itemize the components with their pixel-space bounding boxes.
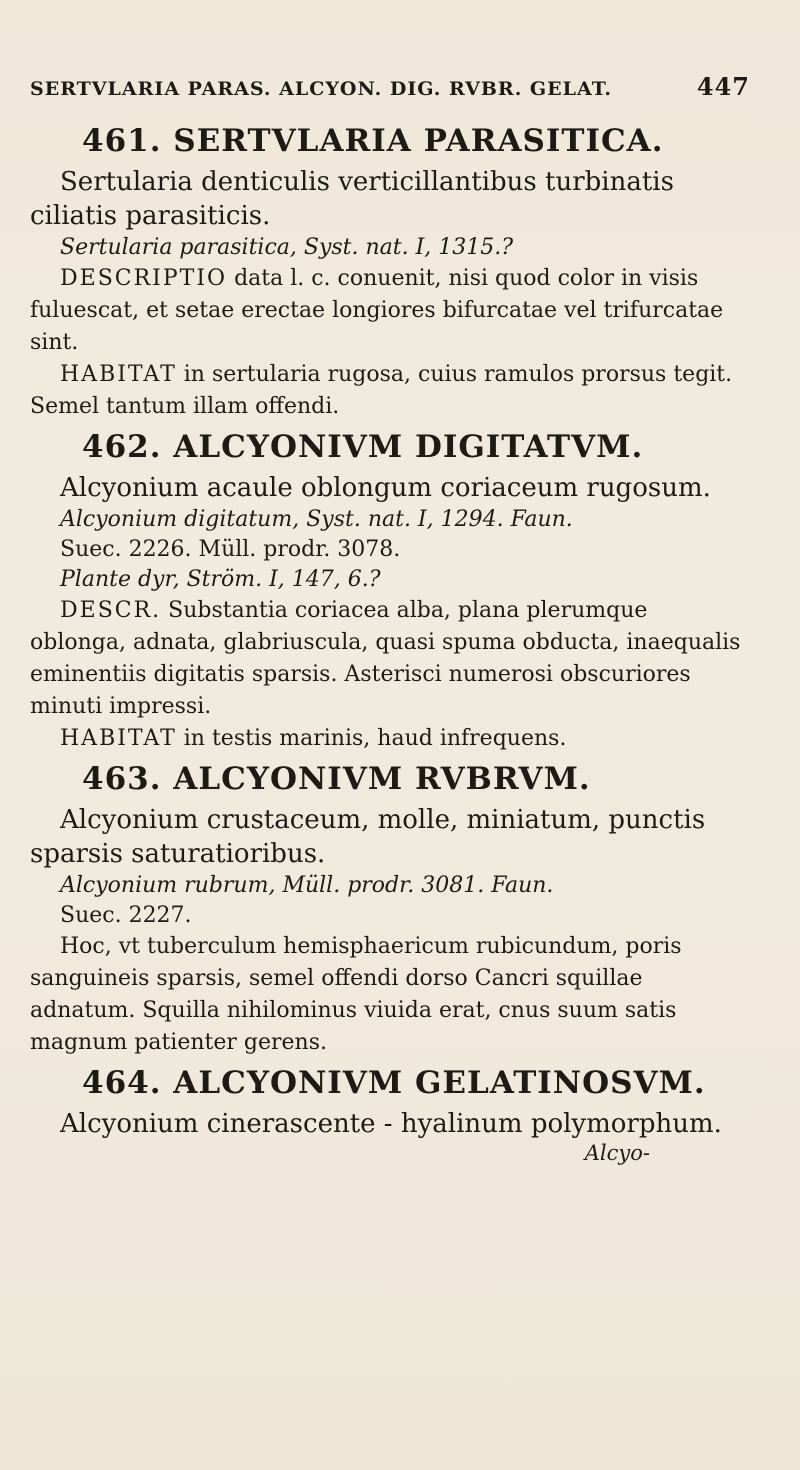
entry-description: Hoc, vt tuberculum hemisphaericum rubicundum, poris sanguineis sparsis, semel offendi dorso Cancri squillae adnatum. Squilla nihilominus viuida erat, cnus suum satis magnum patienter gerens. [30,934,682,1055]
descr-text: Substantia coriacea alba, plana plerumque oblonga, adnata, glabriuscula, quasi spuma obducta, inaequalis eminentiis digitatis sparsis. Asterisci numerosi obscuriores minuti impressi. [30,598,741,719]
running-head [30,72,750,101]
entry-synonym: Suec. 2227. [60,903,192,928]
entry-462 [30,429,750,755]
entry-461 [30,123,750,423]
entry-synonym: Sertularia parasitica, Syst. nat. I, 1315.? [60,235,514,260]
entry-463 [30,761,750,1059]
entry-464 [30,1065,750,1141]
entry-diagnosis: Sertularia denticulis verticillantibus turbinatis ciliatis parasiticis. [30,167,674,231]
entry-title: 461. SERTVLARIA PARASITICA. [82,123,664,159]
descr-text: data l. c. conuenit, nisi quod color in visis fuluescat, et setae erectae longiores bifurcatae vel trifurcatae sint. [30,266,724,355]
descr-label: DESCRIPTIO [60,266,228,291]
descr-label: DESCR. [60,598,162,623]
page-number: 447 [696,72,750,101]
entry-diagnosis: Alcyonium acaule oblongum coriaceum rugosum. [60,473,711,503]
entry-habitat [30,723,750,755]
entry-description [30,595,750,723]
hab-label: HABITAT [60,726,177,751]
entry-habitat [30,359,750,423]
entry-title: 464. ALCYONIVM GELATINOSVM. [82,1065,706,1101]
hab-label: HABITAT [60,362,177,387]
entry-title: 463. ALCYONIVM RVBRVM. [82,761,591,797]
entry-diagnosis: Alcyonium cinerascente - hyalinum polymorphum. [60,1109,722,1139]
catchword: Alcyo- [584,1141,650,1165]
entry-description [30,263,750,359]
entry-synonym: Suec. 2226. Müll. prodr. 3078. [60,537,401,562]
entry-title: 462. ALCYONIVM DIGITATVM. [82,429,644,465]
entry-synonym: Plante dyr, Ström. I, 147, 6.? [60,567,381,592]
entry-synonym: Alcyonium digitatum, Syst. nat. I, 1294. Faun. [60,507,573,532]
running-title: SERTVLARIA PARAS. ALCYON. DIG. RVBR. GELAT. [30,78,612,100]
entry-synonym: Alcyonium rubrum, Müll. prodr. 3081. Faun. [60,873,554,898]
hab-text: in testis marinis, haud infrequens. [183,726,567,751]
entry-diagnosis: Alcyonium crustaceum, molle, miniatum, punctis sparsis saturatioribus. [30,805,706,869]
hab-text: in sertularia rugosa, cuius ramulos prorsus tegit. Semel tantum illam offendi. [30,362,733,419]
